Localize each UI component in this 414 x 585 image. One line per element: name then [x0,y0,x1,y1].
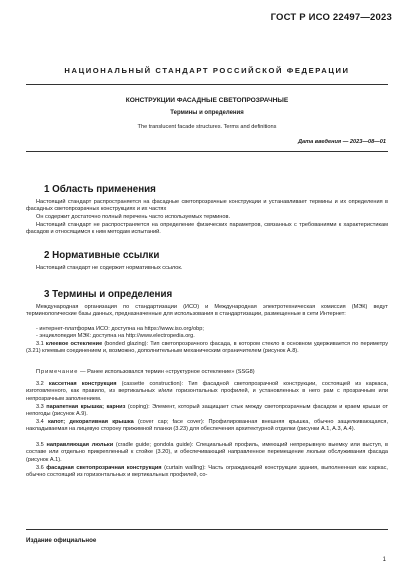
standard-title: НАЦИОНАЛЬНЫЙ СТАНДАРТ РОССИЙСКОЙ ФЕДЕРАЦИИ [64,66,350,75]
term-3-1-title: клеевое остекление [45,341,103,347]
term-3-6-number: 3.6 [36,465,44,471]
term-3-5 [26,442,388,464]
document-code: ГОСТ Р ИСО 22497—2023 [270,12,392,23]
term-3-4 [26,419,388,434]
term-3-4-number: 3.4 [36,419,44,425]
section-1-paragraph-2: Он содержит достаточно полный перечень часто используемых терминов. [36,214,231,220]
term-3-3-definition: (coping): Элемент, который защищает стык между светопрозрачным фасадом и краем крыши от непогоды (рисунок A.9). [26,404,389,418]
term-3-5-definition: (cradle guide; gondola guide): Специальный профиль, имеющий непрерывную выемку или выступ, в составе или отдельно прикрепленный к стойке (3.20), и обеспечивающий направленное перемещение люльки обслуживания фасада (рисунок A.1). [26,442,389,463]
note-label: Примечание [36,369,79,375]
term-3-1-definition: (bonded glazing): Тип светопрозрачного фасада, в котором стекло в основном удерживается по периметру (3.21) клеевым соединением и, возможно, дополнительным механическим ограничителем (рисунок A.8). [26,341,388,355]
term-3-3-number: 3.3 [36,404,44,410]
section-3-intro: Международная организация по стандартизации (ИСО) и Международная электротехническая комиссия (МЭК) ведут терминологические базы данных, предназначенные для использования в стандартизации, размещенные в сети Интернет: [26,304,388,318]
term-3-2 [26,381,388,403]
section-1-heading: 1 Область применения [44,184,156,195]
section-1-paragraph-1: Настоящий стандарт распространяется на фасадные светопрозрачные конструкции и устанавливает термины и их определения в фасадных светопрозрачных конструкциях и их частях [26,199,388,213]
term-3-5-number: 3.5 [36,442,44,448]
term-3-1-number: 3.1 [36,341,44,347]
term-3-6 [26,465,388,480]
effective-date: Дата введения — 2023—08—01 [297,139,386,145]
note-text: — Ранее использовался термин «структурное остекление» (SSG8) [79,369,255,375]
document-title: КОНСТРУКЦИИ ФАСАДНЫЕ СВЕТОПРОЗРАЧНЫЕ [125,97,289,104]
section-3-heading: 3 Термины и определения [44,289,173,300]
english-title: The translucent facade structures. Terms and definitions [137,124,277,130]
top-rule [26,84,388,85]
term-3-1 [26,341,388,356]
document-subtitle: Термины и определения [170,110,244,116]
term-3-3-title: парапетная крышка; карниз [46,404,126,410]
title-rule [26,151,388,152]
term-3-6-definition: (curtain walling): Часть ограждающей конструкции здания, выполненная как каркас, обычно состоящий из горизонтальных и вертикальных профилей, со- [26,465,388,479]
term-3-3 [26,404,388,419]
bullet-iec: - энциклопедия МЭК: доступна на http://www.electropedia.org. [36,333,195,339]
term-3-4-title: капот; декоративная крышка [47,419,134,425]
term-3-4-definition: (cover cap; face cover): Профилированная внешняя крышка, обычно защелкивающаяся, накладываемая на лицевую сторону прижимной планки (3.23) для обеспечения архитектурной отделки (рисунки A.1, A.3, A.4). [26,419,388,433]
term-3-1-note [26,369,388,376]
term-3-2-title: кассетная конструкция [48,381,117,387]
page-number: 1 [382,557,386,563]
section-2-paragraph-1: Настоящий стандарт не содержит нормативных ссылок. [36,265,183,271]
footer-rule [26,529,388,530]
term-3-2-number: 3.2 [36,381,44,387]
term-3-2-definition: (cassette construction): Тип фасадной светопрозрачной конструкции, состоящей из каркаса, изготовленного, как правило, из вертикальных и/или горизонтальных профилей, и установленных в него рам с прозрачным или непрозрачным заполнением. [26,381,388,402]
term-3-6-title: фасадная светопрозрачная конструкция [46,465,162,471]
bullet-iso: - интернет-платформа ИСО: доступна на https://www.iso.org/obp; [36,326,204,332]
section-2-heading: 2 Нормативные ссылки [44,250,160,261]
section-1-paragraph-3: Настоящий стандарт не распространяется на определение физических параметров, связанных с требованиями к характеристикам фасадов и относящимся к ним методам испытаний. [26,222,388,236]
official-edition-label: Издание официальное [26,537,97,544]
term-3-5-title: направляющая люльки [46,442,114,448]
